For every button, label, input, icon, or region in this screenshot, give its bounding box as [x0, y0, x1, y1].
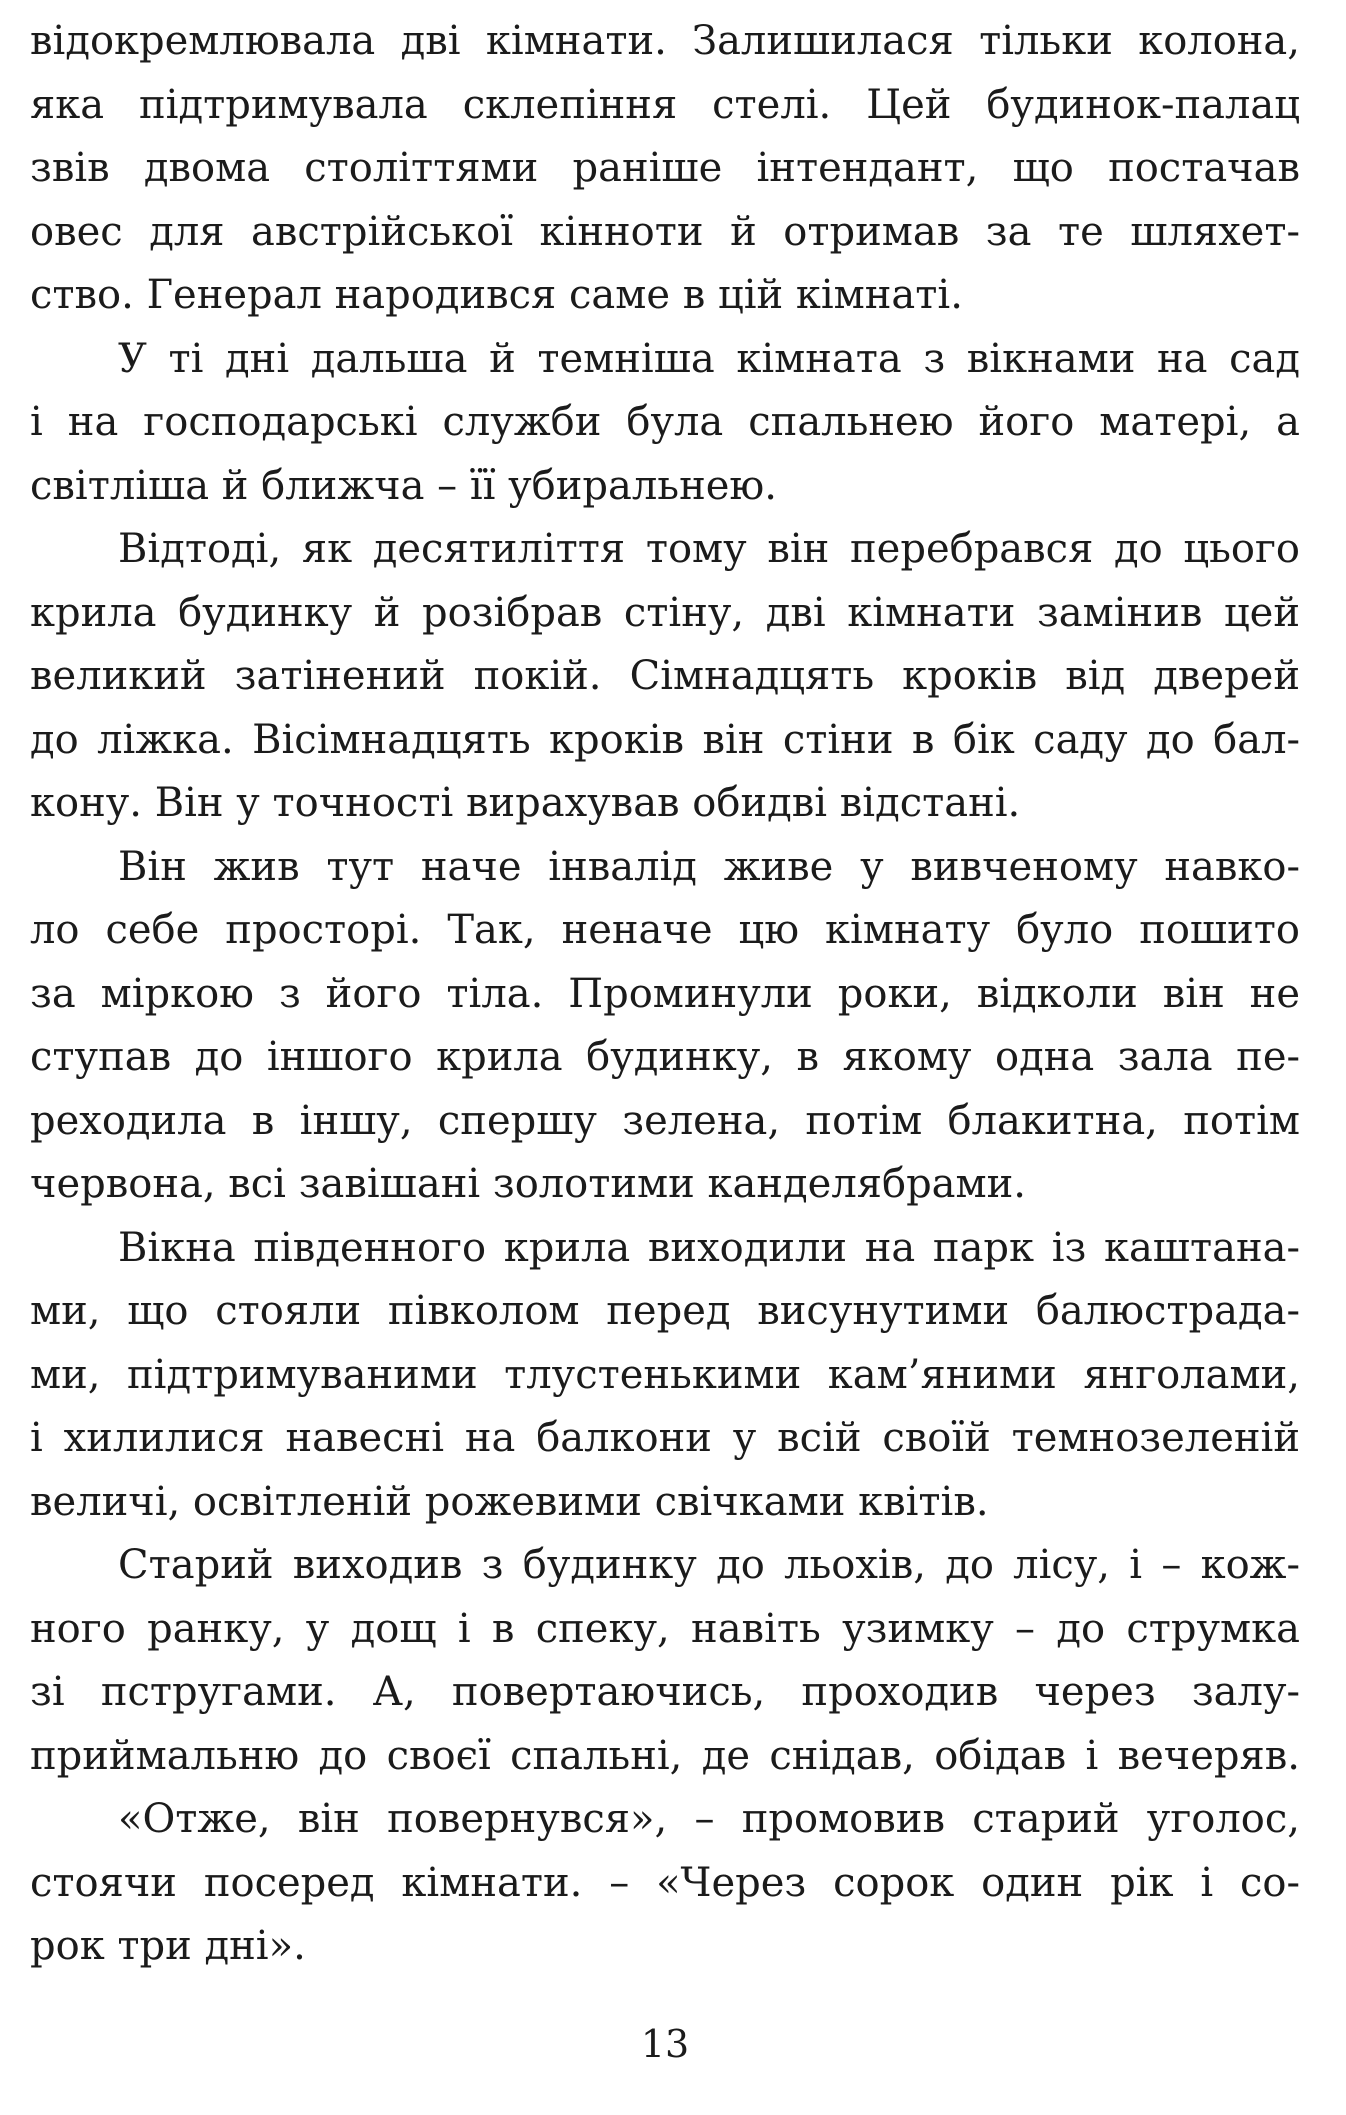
- text-line: великий затінений покій. Сімнадцять кроків від дверей: [30, 653, 1300, 699]
- text-line: ступав до іншого крила будинку, в якому одна зала пе-: [30, 1034, 1300, 1080]
- text-line: «Отже, він повернувся», – промовив старий уголос,: [118, 1796, 1300, 1842]
- text-line: ми, що стояли півколом перед висунутими балюстрада-: [30, 1288, 1300, 1334]
- text-line: Вікна південного крила виходили на парк із каштана-: [118, 1224, 1300, 1271]
- text-line: відокремлювала дві кімнати. Залишилася тільки колона,: [30, 18, 1300, 64]
- text-line: рок три дні».: [30, 1923, 306, 1969]
- text-line: червона, всі завішані золотими канделябрами.: [30, 1161, 1027, 1207]
- text-line: кону. Він у точності вирахував обидві відстані.: [30, 780, 1021, 826]
- text-line: приймальню до своєї спальні, де снідав, обідав і вечеряв.: [30, 1732, 1300, 1779]
- text-line: звів двома століттями раніше інтендант, що постачав: [30, 145, 1300, 191]
- text-line: реходила в іншу, спершу зелена, потім блакитна, потім: [30, 1097, 1300, 1144]
- text-line: У ті дні дальша й темніша кімната з вікнами на сад: [118, 335, 1300, 382]
- text-line: Він жив тут наче інвалід живе у вивченому навко-: [118, 843, 1300, 890]
- text-line: ми, підтримуваними тлустенькими кам’яними янголами,: [30, 1351, 1300, 1398]
- page-number: 13: [640, 2022, 690, 2066]
- text-line: ство. Генерал народився саме в цій кімнаті.: [30, 272, 963, 318]
- text-line: і на господарські служби була спальнею його матері, а: [30, 399, 1300, 445]
- text-line: величі, освітленій рожевими свічками квітів.: [30, 1478, 989, 1525]
- text-line: зі пстругами. А, повертаючись, проходив через залу-: [30, 1669, 1300, 1715]
- text-line: Відтоді, як десятиліття тому він перебрався до цього: [118, 526, 1300, 572]
- book-page: [30, 0, 1300, 2115]
- text-line: світліша й ближча – її убиральнею.: [30, 462, 777, 509]
- text-line: яка підтримувала склепіння стелі. Цей будинок-палац: [30, 81, 1300, 128]
- text-line: до ліжка. Вісімнадцять кроків він стіни в бік саду до бал-: [30, 716, 1300, 763]
- text-line: Старий виходив з будинку до льохів, до лісу, і – кож-: [118, 1542, 1300, 1588]
- text-line: крила будинку й розібрав стіну, дві кімнати замінив цей: [30, 589, 1300, 636]
- text-line: за міркою з його тіла. Проминули роки, відколи він не: [30, 970, 1300, 1017]
- text-line: ло себе просторі. Так, неначе цю кімнату було пошито: [30, 907, 1300, 953]
- text-line: стоячи посеред кімнати. – «Через сорок один рік і со-: [30, 1859, 1300, 1906]
- text-line: ного ранку, у дощ і в спеку, навіть узимку – до струмка: [30, 1605, 1300, 1652]
- text-line: і хилилися навесні на балкони у всій своїй темнозеленій: [30, 1415, 1300, 1461]
- body-text: [30, 10, 1300, 1979]
- text-line: овес для австрійської кінноти й отримав за те шляхет-: [30, 208, 1300, 255]
